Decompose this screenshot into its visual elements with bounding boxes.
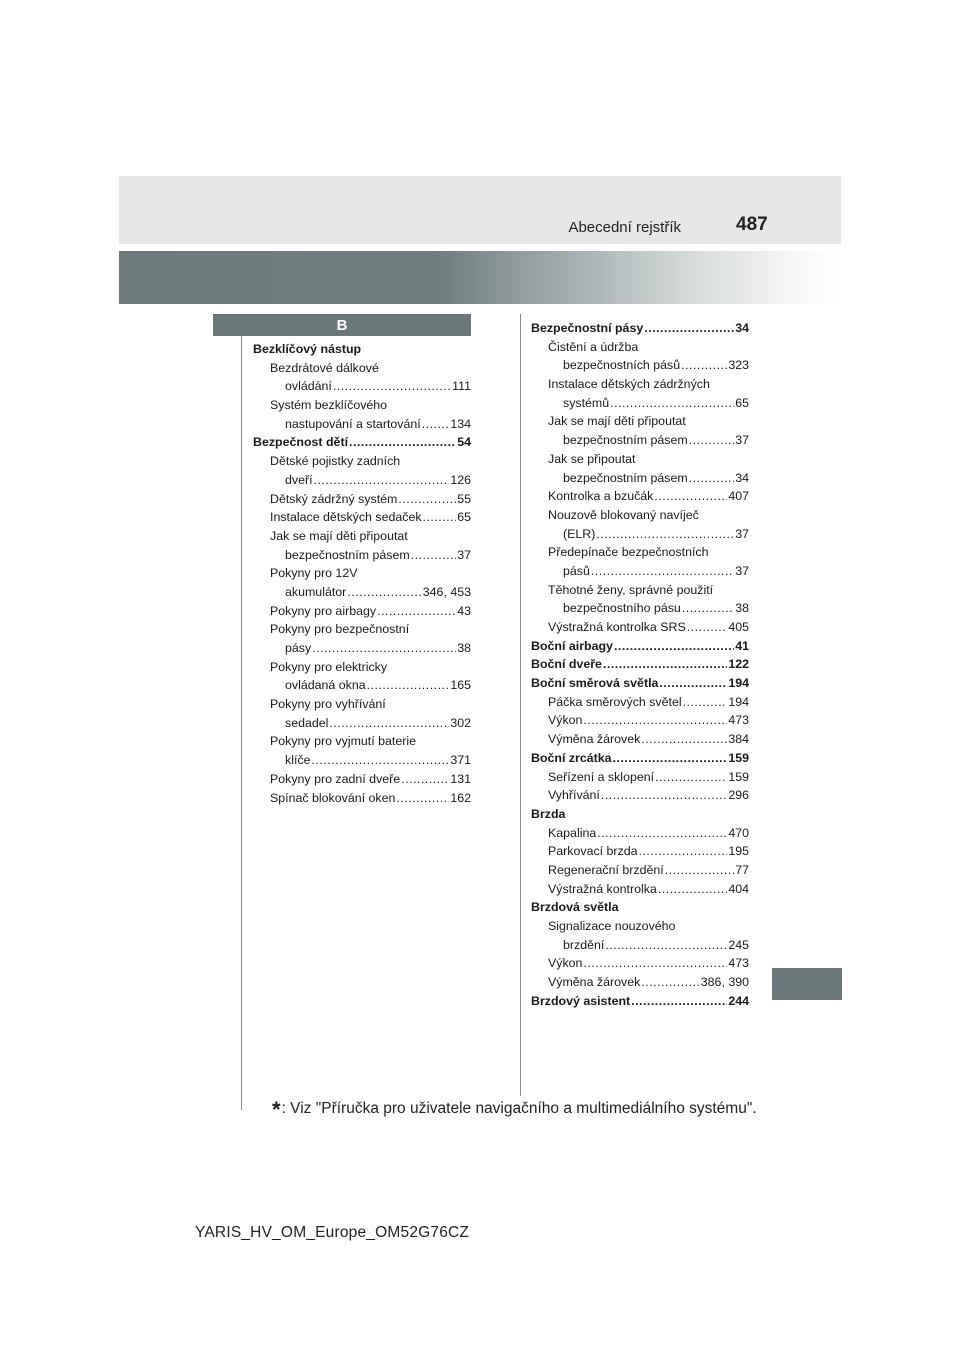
dot-leader <box>610 394 734 413</box>
index-entry-term: Výměna žárovek <box>548 732 641 747</box>
index-column-left <box>253 340 471 807</box>
dot-leader <box>631 992 727 1011</box>
index-entry-term: Pokyny pro airbagy <box>270 603 377 618</box>
index-entry-term: Pokyny pro elektricky <box>270 659 388 674</box>
dot-leader <box>683 693 728 712</box>
index-entry-term: Bezpečnost dětí <box>253 435 349 450</box>
index-entry-term: Spínač blokování oken <box>270 790 396 805</box>
index-entry-page: 38 <box>735 601 749 616</box>
index-entry <box>253 639 471 658</box>
index-entry <box>253 676 471 695</box>
index-column-right <box>531 319 749 1010</box>
index-entry-page: 404 <box>728 881 749 896</box>
index-entry-page: 55 <box>457 491 471 506</box>
index-entry-page: 134 <box>450 416 471 431</box>
index-entry-term: akumulátor <box>285 584 347 599</box>
index-entry-term: Pokyny pro zadní dveře <box>270 771 401 786</box>
index-letter-heading: B <box>213 314 471 336</box>
index-entry-term: klíče <box>285 753 311 768</box>
index-entry-page: 37 <box>735 563 749 578</box>
index-entry <box>253 471 471 490</box>
index-entry <box>253 732 471 751</box>
footnote-text: : Viz "Příručka pro uživatele navigačního a multimediálního systému". <box>281 1100 757 1117</box>
index-entry-page: 37 <box>735 433 749 448</box>
dot-leader <box>401 770 449 789</box>
index-entry <box>531 842 749 861</box>
index-entry-page: 405 <box>728 620 749 634</box>
index-entry <box>531 786 749 805</box>
dot-leader <box>583 954 727 973</box>
dot-leader <box>641 973 699 992</box>
index-entry-term: Instalace dětských zádržných <box>548 377 710 392</box>
index-entry <box>531 711 749 730</box>
index-entry-page: 470 <box>728 825 749 840</box>
index-entry-term: Výstražná kontrolka <box>548 881 657 896</box>
index-entry <box>253 583 471 602</box>
index-entry-term: Bezpečnostní pásy <box>531 321 644 335</box>
index-entry <box>531 730 749 749</box>
index-entry <box>253 415 471 434</box>
index-entry-page: 34 <box>735 470 749 485</box>
index-entry <box>531 431 749 450</box>
index-entry-term: Kapalina <box>548 825 597 840</box>
index-entry-term: systémů <box>563 395 610 410</box>
index-entry-page: 371 <box>450 753 471 768</box>
dot-leader <box>349 433 456 452</box>
index-entry <box>531 525 749 544</box>
index-entry-term: bezpečnostním pásem <box>285 547 410 562</box>
index-entry-term: Kontrolka a bzučák <box>548 489 654 504</box>
index-entry <box>531 954 749 973</box>
index-entry <box>531 861 749 880</box>
index-entry-page: 41 <box>735 638 749 653</box>
index-entry-page: 407 <box>728 489 749 504</box>
index-entry-term: Čistění a údržba <box>548 339 639 354</box>
index-entry-term: Boční směrová světla <box>531 676 659 691</box>
footnote <box>272 1097 757 1123</box>
index-entry-term: Výkon <box>548 956 583 971</box>
dot-leader <box>614 637 734 656</box>
index-entry-term: Jak se mají děti připoutat <box>548 414 686 429</box>
index-entry-term: Boční zrcátka <box>531 750 612 765</box>
index-entry-page: 131 <box>450 771 471 786</box>
dot-leader <box>639 842 728 861</box>
index-entry <box>253 452 471 471</box>
dot-leader <box>367 676 450 695</box>
header-band <box>119 176 841 244</box>
dot-leader <box>596 525 734 544</box>
index-entry-page: 38 <box>457 641 471 655</box>
index-entry <box>531 693 749 712</box>
dot-leader <box>314 471 450 490</box>
index-entry <box>531 880 749 899</box>
dot-leader <box>689 469 735 488</box>
index-entry-page: 245 <box>728 937 749 952</box>
index-entry-term: bezpečnostního pásu <box>563 601 681 616</box>
index-entry <box>253 340 471 359</box>
dot-leader <box>665 861 734 880</box>
index-entry-term: Pokyny pro vyjmutí baterie <box>270 734 416 749</box>
index-entry <box>531 749 749 768</box>
index-entry <box>253 714 471 733</box>
index-entry-page: 159 <box>728 769 749 784</box>
index-entry-term: Předepínače bezpečnostních <box>548 545 709 560</box>
index-entry <box>531 356 749 375</box>
index-entry-term: Dětské pojistky zadních <box>270 454 401 469</box>
index-entry-term: Páčka směrových světel <box>548 694 682 709</box>
index-entry-page: 302 <box>450 715 471 730</box>
dot-leader <box>601 786 727 805</box>
index-entry-page: 37 <box>735 526 749 541</box>
index-entry <box>531 655 749 674</box>
chapter-thumb-tab <box>772 968 842 1000</box>
section-title: Abecední rejstřík <box>568 219 681 236</box>
index-entry <box>531 375 749 394</box>
index-entry <box>531 338 749 357</box>
dot-leader <box>333 377 451 396</box>
index-entry-term: Těhotné ženy, správné použití <box>548 582 714 597</box>
index-entry-page: 111 <box>452 379 471 394</box>
index-entry <box>531 674 749 693</box>
column-divider-left <box>241 336 242 1110</box>
index-entry-term: Seřízení a sklopení <box>548 769 655 784</box>
index-entry <box>253 377 471 396</box>
index-entry-term: Výměna žárovek <box>548 975 641 990</box>
index-entry-term: brzdění <box>563 937 605 952</box>
index-entry-page: 37 <box>457 547 471 562</box>
index-entry-term: pásů <box>563 563 590 578</box>
index-entry-term: Bezklíčový nástup <box>253 342 362 356</box>
dot-leader <box>689 431 735 450</box>
index-entry-term: nastupování a startování <box>285 416 421 431</box>
index-entry-term: sedadel <box>285 715 329 730</box>
dot-leader <box>641 730 727 749</box>
dot-leader <box>687 618 728 637</box>
index-entry-term: ovládání <box>285 379 332 394</box>
index-entry <box>253 527 471 546</box>
dot-leader <box>644 319 734 338</box>
index-entry <box>531 469 749 488</box>
dot-leader <box>422 415 450 434</box>
index-entry-term: Vyhřívání <box>548 788 600 803</box>
index-entry-term: Boční dveře <box>531 657 602 672</box>
index-entry-page: 473 <box>728 713 749 728</box>
index-entry <box>253 564 471 583</box>
index-entry-page: 384 <box>728 732 749 747</box>
index-entry-page: 54 <box>457 435 471 450</box>
index-entry-term: Systém bezklíčového <box>270 398 388 413</box>
index-entry-term: Jak se připoutat <box>548 451 636 466</box>
index-entry <box>531 581 749 600</box>
index-entry-term: Jak se mají děti připoutat <box>270 528 408 543</box>
index-entry <box>531 506 749 525</box>
index-entry-term: Signalizace nouzového <box>548 919 676 933</box>
index-entry <box>531 394 749 413</box>
dot-leader <box>591 562 734 581</box>
index-entry <box>253 433 471 452</box>
index-entry-term: bezpečnostním pásem <box>563 433 688 448</box>
index-entry <box>253 508 471 527</box>
index-entry-page: 195 <box>728 844 749 859</box>
dot-leader <box>411 546 457 565</box>
index-entry-page: 194 <box>728 676 749 691</box>
index-entry-page: 126 <box>450 472 471 487</box>
index-entry-term: Instalace dětských sedaček <box>270 510 422 525</box>
index-entry <box>531 936 749 955</box>
dot-leader <box>312 639 456 658</box>
dot-leader <box>398 490 456 509</box>
index-entry <box>531 543 749 562</box>
index-entry-term: ovládaná okna <box>285 678 366 693</box>
index-entry-page: 162 <box>450 790 471 805</box>
dot-leader <box>658 880 728 899</box>
index-entry <box>531 898 749 917</box>
index-entry-term: Pokyny pro 12V <box>270 566 358 581</box>
index-entry-page: 323 <box>728 358 749 373</box>
index-entry-page: 122 <box>728 657 749 672</box>
index-entry <box>253 490 471 509</box>
index-entry <box>253 396 471 415</box>
index-entry <box>253 789 471 808</box>
index-entry-term: Pokyny pro vyhřívání <box>270 697 386 712</box>
index-entry <box>253 658 471 677</box>
dot-leader <box>377 602 456 621</box>
index-entry <box>531 599 749 618</box>
index-entry-page: 386, 390 <box>700 975 749 990</box>
index-entry-page: 65 <box>457 510 471 525</box>
dot-leader <box>603 655 727 674</box>
index-entry-term: Výstražná kontrolka SRS <box>548 620 686 634</box>
index-entry-page: 346, 453 <box>422 584 471 599</box>
index-entry-page: 43 <box>457 603 471 618</box>
index-entry <box>531 637 749 656</box>
index-entry <box>253 602 471 621</box>
index-entry <box>531 618 749 637</box>
index-entry-page: 77 <box>735 862 749 877</box>
footnote-marker: * <box>272 1097 281 1122</box>
index-entry-term: dveří <box>285 472 313 487</box>
index-entry <box>253 751 471 770</box>
index-entry-term: Bezdrátové dálkové <box>270 360 379 375</box>
index-entry <box>253 546 471 565</box>
index-entry-page: 244 <box>728 993 749 1008</box>
index-entry-term: Nouzově blokovaný navíječ <box>548 507 699 522</box>
index-entry-term: Brzdová světla <box>531 900 619 915</box>
index-entry-page: 159 <box>728 750 749 765</box>
dot-leader <box>423 508 457 527</box>
index-entry-term: Dětský zádržný systém <box>270 491 398 506</box>
index-entry <box>531 992 749 1011</box>
index-entry-page: 296 <box>728 788 749 803</box>
index-entry-term: Pokyny pro bezpečnostní <box>270 622 410 637</box>
dot-leader <box>682 599 734 618</box>
column-divider-middle <box>520 314 521 1096</box>
dot-leader <box>605 936 727 955</box>
index-entry-term: bezpečnostních pásů <box>563 358 681 373</box>
index-entry-term: Boční airbagy <box>531 638 613 653</box>
dot-leader <box>311 751 449 770</box>
index-entry-term: Brzda <box>531 806 566 821</box>
page-number: 487 <box>736 214 768 235</box>
dot-leader <box>583 711 727 730</box>
index-entry-term: Výkon <box>548 713 583 728</box>
index-entry <box>253 620 471 639</box>
index-entry <box>531 824 749 843</box>
index-entry <box>531 973 749 992</box>
index-entry <box>531 450 749 469</box>
index-entry-term: bezpečnostním pásem <box>563 470 688 485</box>
index-entry <box>531 562 749 581</box>
index-entry <box>531 917 749 936</box>
dot-leader <box>329 714 449 733</box>
dot-leader <box>655 768 727 787</box>
index-entry-page: 473 <box>728 956 749 971</box>
index-entry-term: Parkovací brzda <box>548 844 638 859</box>
index-entry-page: 34 <box>735 321 749 335</box>
dot-leader <box>659 674 727 693</box>
dot-leader <box>654 487 727 506</box>
index-entry <box>253 695 471 714</box>
dot-leader <box>597 824 727 843</box>
index-entry-term: Brzdový asistent <box>531 993 631 1008</box>
index-entry-page: 165 <box>450 678 471 693</box>
index-entry <box>253 770 471 789</box>
index-entry <box>531 768 749 787</box>
dot-leader <box>681 356 727 375</box>
index-entry <box>531 805 749 824</box>
dot-leader <box>396 789 449 808</box>
decorative-gradient-band <box>119 251 841 304</box>
index-entry-term: pásy <box>285 641 312 655</box>
dot-leader <box>347 583 421 602</box>
index-entry <box>531 319 749 338</box>
index-entry-term: (ELR) <box>563 526 596 541</box>
index-entry-term: Regenerační brzdění <box>548 862 664 877</box>
document-code: YARIS_HV_OM_Europe_OM52G76CZ <box>195 1224 470 1241</box>
index-entry <box>531 487 749 506</box>
dot-leader <box>613 749 728 768</box>
index-entry-page: 194 <box>728 694 749 709</box>
index-entry <box>253 359 471 378</box>
index-entry-page: 65 <box>735 395 749 410</box>
index-entry <box>531 412 749 431</box>
